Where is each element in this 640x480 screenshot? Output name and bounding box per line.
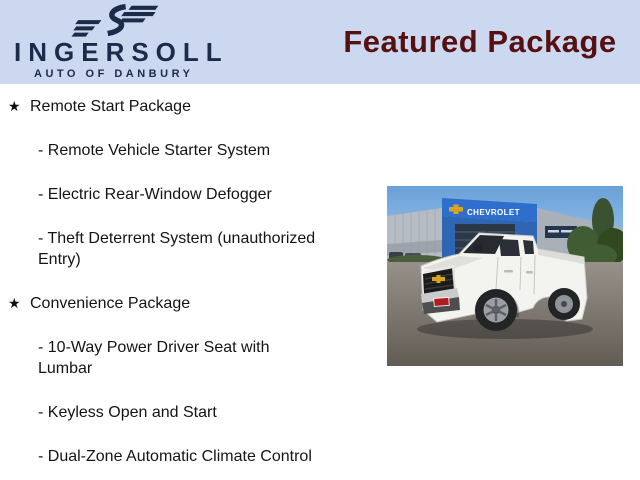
rear-wheel	[548, 288, 580, 320]
package-feature: - Remote Vehicle Starter System	[38, 142, 271, 159]
dealer-tagline: AUTO OF DANBURY	[34, 68, 194, 80]
package-feature: - Electric Rear-Window Defogger	[38, 186, 272, 203]
dealer-logo	[0, 0, 330, 84]
package-title-row	[8, 293, 378, 314]
vehicle-photo	[387, 186, 623, 366]
package-feature: - 10-Way Power Driver Seat with Lumbar	[38, 339, 270, 377]
front-wheel	[475, 289, 517, 331]
dealer-plate	[434, 297, 450, 306]
star-bullet-icon: ★	[8, 295, 21, 311]
packages-list	[0, 84, 378, 480]
package-title: Remote Start Package	[30, 98, 191, 115]
page-title: Featured Package	[343, 24, 617, 59]
dealer-name: INGERSOLL	[14, 37, 229, 67]
package-feature: - Theft Deterrent System (unauthorized Entry)	[38, 230, 316, 268]
package-title: Convenience Package	[30, 295, 191, 312]
header	[0, 0, 640, 84]
package-title-row	[8, 96, 378, 117]
package-feature: - Dual-Zone Automatic Climate Control	[38, 448, 312, 465]
package-feature: - Keyless Open and Start	[38, 404, 217, 421]
chevrolet-sign-text: CHEVROLET	[467, 208, 520, 217]
ingersoll-wing-icon	[54, 4, 174, 38]
star-bullet-icon: ★	[8, 98, 21, 114]
